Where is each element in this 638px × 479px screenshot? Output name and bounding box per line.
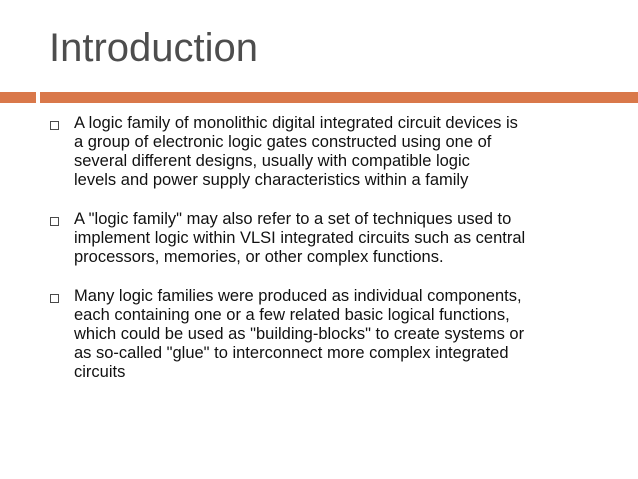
square-bullet-icon [50, 217, 59, 226]
bullet-text-line: circuits [74, 363, 126, 381]
bullet-text-line: A "logic family" may also refer to a set of techniques used to [74, 210, 512, 228]
bullet-text-line: A logic family of monolithic digital integrated circuit devices is [74, 114, 518, 132]
bullet-text-line: levels and power supply characteristics within a family [74, 171, 469, 189]
bullet-item-vlsi [48, 210, 614, 267]
bullet-text-line: processors, memories, or other complex functions. [74, 248, 444, 266]
title-rule-bar [40, 92, 638, 103]
slide-title: Introduction [49, 26, 259, 70]
bullet-text-line: Many logic families were produced as individual components, [74, 287, 522, 305]
bullet-item-components [48, 287, 614, 382]
title-rule-accent [0, 92, 36, 103]
bullet-text-line: as so-called "glue" to interconnect more complex integrated [74, 344, 509, 362]
square-bullet-icon [50, 121, 59, 130]
bullet-item-logic-family [48, 114, 614, 190]
bullet-text-line: implement logic within VLSI integrated circuits such as central [74, 229, 526, 247]
bullet-text-line: a group of electronic logic gates constructed using one of [74, 133, 492, 151]
bullet-list [48, 114, 614, 402]
bullet-text-line: each containing one or a few related basic logical functions, [74, 306, 510, 324]
bullet-text-line: several different designs, usually with compatible logic [74, 152, 470, 170]
square-bullet-icon [50, 294, 59, 303]
bullet-text-line: which could be used as "building-blocks" to create systems or [74, 325, 525, 343]
